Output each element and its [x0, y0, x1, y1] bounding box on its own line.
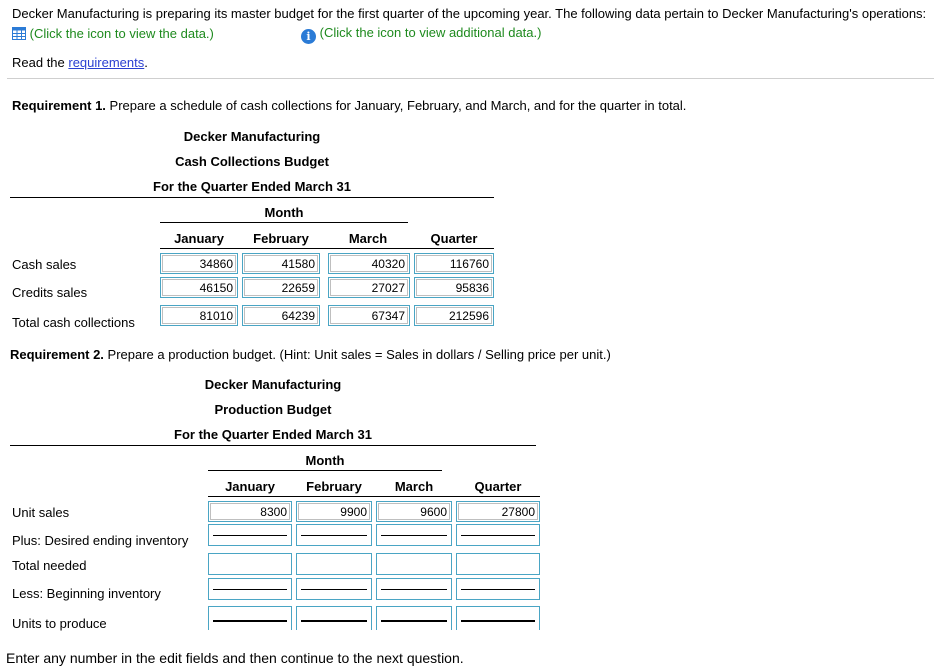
req1-cell[interactable]: 116760: [414, 253, 494, 274]
req1-month-rule: [160, 222, 408, 223]
req1-col-quarter: Quarter: [430, 231, 478, 246]
req1-cell[interactable]: 212596: [414, 305, 494, 326]
read-prefix: Read the: [12, 55, 69, 70]
data-link-text[interactable]: (Click the icon to view the data.): [29, 26, 214, 41]
req2-input[interactable]: [376, 578, 452, 600]
req1-text: Prepare a schedule of cash collections for January, February, and March, and for the quarter in total.: [105, 98, 687, 113]
info-icon[interactable]: i: [301, 29, 316, 44]
req2-month-header: Month: [305, 453, 345, 468]
req2-col-rule: [208, 496, 540, 497]
req2-cell[interactable]: 8300: [208, 501, 292, 522]
req1-cell[interactable]: 64239: [242, 305, 320, 326]
requirements-link[interactable]: requirements: [68, 55, 145, 70]
req2-input[interactable]: [208, 606, 292, 630]
table-grid-icon[interactable]: [12, 27, 26, 40]
req2-input[interactable]: [208, 553, 292, 575]
req1-cell[interactable]: 34860: [160, 253, 238, 274]
req2-month-rule: [208, 470, 442, 471]
req1-label: Requirement 1.: [12, 98, 106, 113]
req2-input[interactable]: [376, 606, 452, 630]
req2-input[interactable]: [376, 524, 452, 546]
req1-cell[interactable]: 41580: [242, 253, 320, 274]
req2-heading: [10, 347, 611, 362]
read-requirements: [12, 55, 148, 70]
req1-row-label: Credits sales: [12, 285, 88, 300]
req1-cell[interactable]: 27027: [328, 277, 410, 298]
read-suffix: .: [144, 55, 148, 70]
data-link[interactable]: [12, 26, 214, 41]
req2-row-label: Less: Beginning inventory: [12, 586, 161, 601]
req1-company: Decker Manufacturing: [183, 129, 321, 144]
req1-col-january: January: [174, 231, 224, 246]
req2-input[interactable]: [296, 606, 372, 630]
req2-text: Prepare a production budget. (Hint: Unit sales = Sales in dollars / Selling price per unit.): [103, 347, 611, 362]
req2-input[interactable]: [296, 578, 372, 600]
req2-row-label: Units to produce: [12, 616, 107, 631]
req2-cell[interactable]: 9600: [376, 501, 452, 522]
req2-input[interactable]: [208, 524, 292, 546]
req1-cell[interactable]: 67347: [328, 305, 410, 326]
req1-col-february: February: [253, 231, 309, 246]
req2-cell[interactable]: 9900: [296, 501, 372, 522]
req2-col-january: January: [225, 479, 275, 494]
req2-input[interactable]: [456, 553, 540, 575]
req2-row-label: Unit sales: [12, 505, 70, 520]
req1-title: Cash Collections Budget: [175, 154, 329, 169]
additional-data-link[interactable]: [301, 25, 541, 44]
req2-company: Decker Manufacturing: [204, 377, 342, 392]
req2-label: Requirement 2.: [10, 347, 104, 362]
req1-row-label: Cash sales: [12, 257, 77, 272]
req2-header-rule: [10, 445, 536, 446]
req1-heading: [12, 98, 686, 113]
req2-input[interactable]: [376, 553, 452, 575]
req2-input[interactable]: [456, 524, 540, 546]
req2-period: For the Quarter Ended March 31: [174, 427, 372, 442]
req1-cell[interactable]: 81010: [160, 305, 238, 326]
req2-cell[interactable]: 27800: [456, 501, 540, 522]
req2-row-label: Total needed: [12, 558, 87, 573]
req1-cell[interactable]: 22659: [242, 277, 320, 298]
divider: [7, 78, 934, 79]
req1-month-header: Month: [264, 205, 304, 220]
additional-data-link-text[interactable]: (Click the icon to view additional data.): [319, 25, 542, 40]
req2-col-march: March: [394, 479, 434, 494]
req1-cell[interactable]: 40320: [328, 253, 410, 274]
req2-input[interactable]: [296, 524, 372, 546]
req1-cell[interactable]: 46150: [160, 277, 238, 298]
footer-instruction: Enter any number in the edit fields and then continue to the next question.: [6, 650, 464, 666]
req2-input[interactable]: [296, 553, 372, 575]
req2-input[interactable]: [456, 606, 540, 630]
req2-title: Production Budget: [214, 402, 332, 417]
req1-col-rule: [160, 248, 494, 249]
req2-input[interactable]: [456, 578, 540, 600]
req1-row-label: Total cash collections: [12, 315, 135, 330]
req1-period: For the Quarter Ended March 31: [153, 179, 351, 194]
req1-cell[interactable]: 95836: [414, 277, 494, 298]
req2-input[interactable]: [208, 578, 292, 600]
req2-col-quarter: Quarter: [474, 479, 522, 494]
req2-col-february: February: [306, 479, 362, 494]
req2-row-label: Plus: Desired ending inventory: [12, 533, 189, 548]
req1-header-rule: [10, 197, 494, 198]
req1-col-march: March: [348, 231, 388, 246]
intro-text: Decker Manufacturing is preparing its master budget for the first quarter of the upcoming year. The following data pertain to Decker Manufacturing's operations:: [12, 6, 927, 21]
